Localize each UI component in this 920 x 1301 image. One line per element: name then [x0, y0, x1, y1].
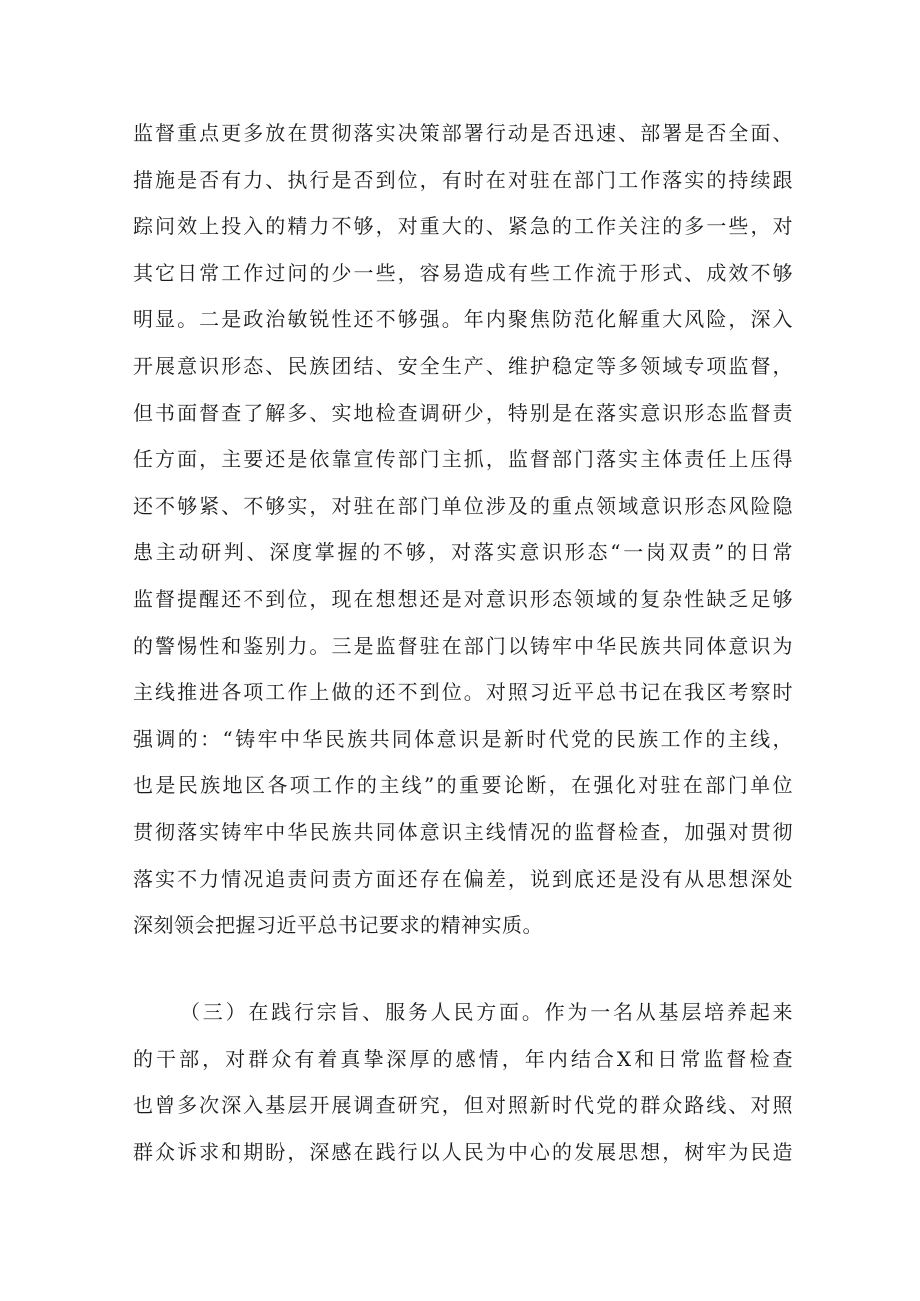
text-line: 但书面督查了解多、实地检查调研少，特别是在落实意识形态监督责 — [133, 400, 793, 425]
text-line: 也是民族地区各项工作的主线”的重要论断，在强化对驻在部门单位 — [133, 773, 793, 798]
paragraph-2 — [133, 989, 793, 1175]
text-line: 深刻领会把握习近平总书记要求的精神实质。 — [133, 913, 543, 938]
text-line: 也曾多次深入基层开展调查研究，但对照新时代党的群众路线、对照 — [133, 1093, 793, 1118]
text-line: 踪问效上投入的精力不够，对重大的、紧急的工作关注的多一些，对 — [133, 214, 793, 239]
text-line: 患主动研判、深度掌握的不够，对落实意识形态“一岗双责”的日常 — [133, 540, 793, 565]
text-line: 的干部，对群众有着真挚深厚的感情，年内结合X和日常监督检查 — [133, 1046, 793, 1071]
text-line: 措施是否有力、执行是否到位，有时在对驻在部门工作落实的持续跟 — [133, 167, 793, 192]
text-line: 监督重点更多放在贯彻落实决策部署行动是否迅速、部署是否全面、 — [133, 121, 793, 145]
text-line: 强调的：“铸牢中华民族共同体意识是新时代党的民族工作的主线， — [133, 726, 793, 751]
text-line: 监督提醒还不到位，现在想想还是对意识形态领域的复杂性缺乏足够 — [133, 586, 793, 611]
text-line: 主线推进各项工作上做的还不到位。对照习近平总书记在我区考察时 — [133, 680, 793, 705]
paragraph-1 — [133, 110, 793, 949]
text-line: 落实不力情况追责问责方面还存在偏差，说到底还是没有从思想深处 — [133, 866, 793, 891]
text-line: 的警惕性和鉴别力。三是监督驻在部门以铸牢中华民族共同体意识为 — [133, 633, 793, 658]
text-line: 群众诉求和期盼，深感在践行以人民为中心的发展思想，树牢为民造 — [133, 1139, 793, 1164]
text-line: 其它日常工作过问的少一些，容易造成有些工作流于形式、成效不够 — [133, 260, 793, 285]
text-line: 开展意识形态、民族团结、安全生产、维护稳定等多领域专项监督， — [133, 353, 793, 378]
text-line: 任方面，主要还是依靠宣传部门主抓，监督部门落实主体责任上压得 — [133, 447, 793, 472]
text-line: 明显。二是政治敏锐性还不够强。年内聚焦防范化解重大风险，深入 — [133, 307, 793, 332]
text-line: 贯彻落实铸牢中华民族共同体意识主线情况的监督检查，加强对贯彻 — [133, 819, 793, 844]
text-line: （三）在践行宗旨、服务人民方面。作为一名从基层培养起来 — [180, 1000, 793, 1024]
text-line: 还不够紧、不够实，对驻在部门单位涉及的重点领域意识形态风险隐 — [133, 493, 793, 518]
